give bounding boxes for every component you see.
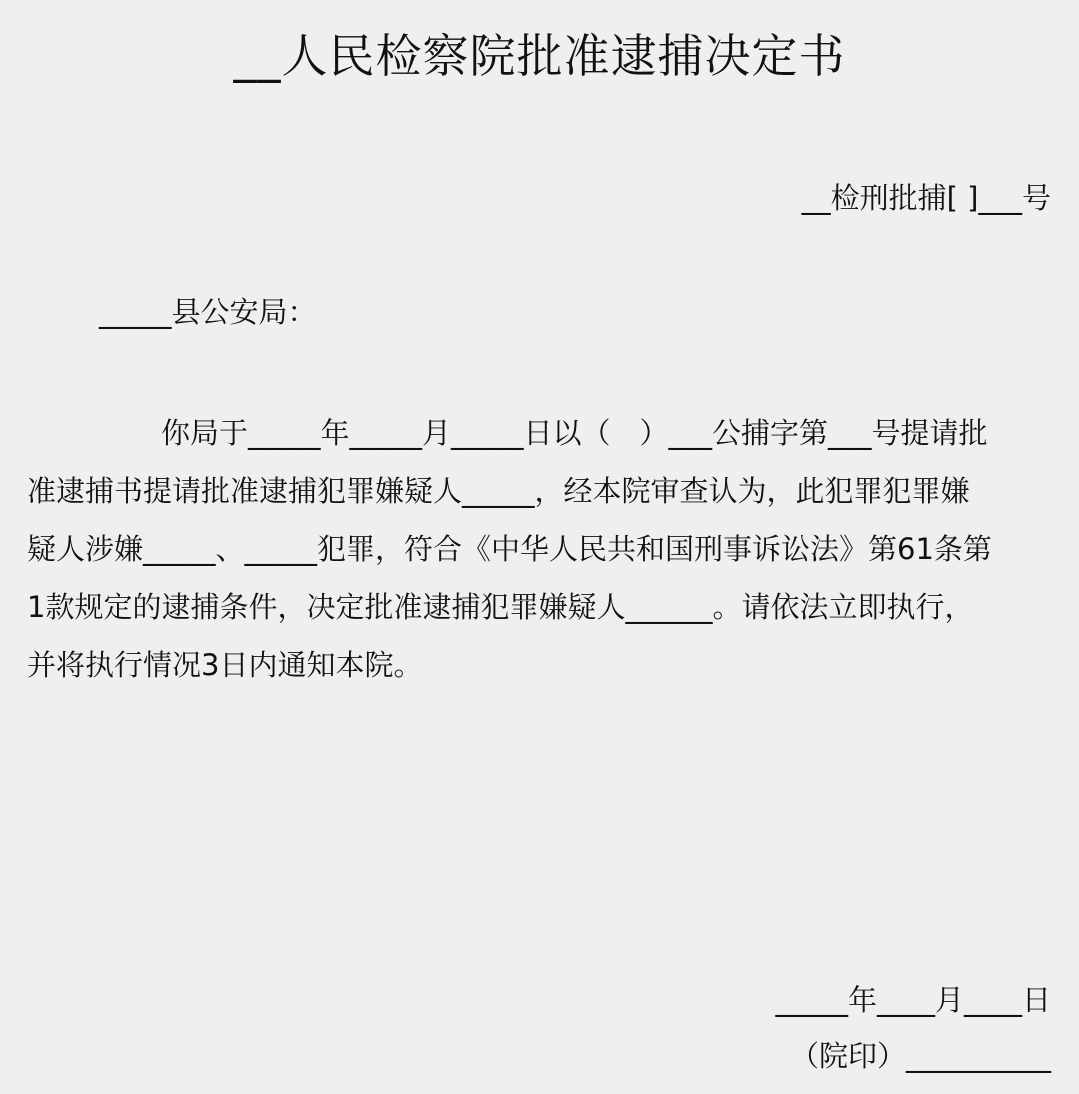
body-line: 1款规定的逮捕条件，决定批准逮捕犯罪嫌疑人______。请依法立即执行，	[27, 590, 974, 624]
document-number: __检刑批捕[ ]___号	[801, 181, 1051, 215]
body-line: 疑人涉嫌_____、_____犯罪，符合《中华人民共和国刑事诉讼法》第61条第	[27, 532, 992, 566]
body-line: 并将执行情况3日内通知本院。	[27, 648, 423, 682]
date-line: _____年____月____日	[775, 983, 1051, 1017]
seal-line: （院印）__________	[789, 1039, 1051, 1073]
body-line: 你局于_____年_____月_____日以（ ）___公捕字第___号提请批	[161, 416, 988, 450]
body-paragraph	[27, 404, 1057, 694]
recipient-line: _____县公安局：	[99, 295, 317, 329]
body-line: 准逮捕书提请批准逮捕犯罪嫌疑人_____，经本院审查认为，此犯罪犯罪嫌	[27, 474, 970, 508]
document-title: __人民检察院批准逮捕决定书	[233, 29, 846, 83]
